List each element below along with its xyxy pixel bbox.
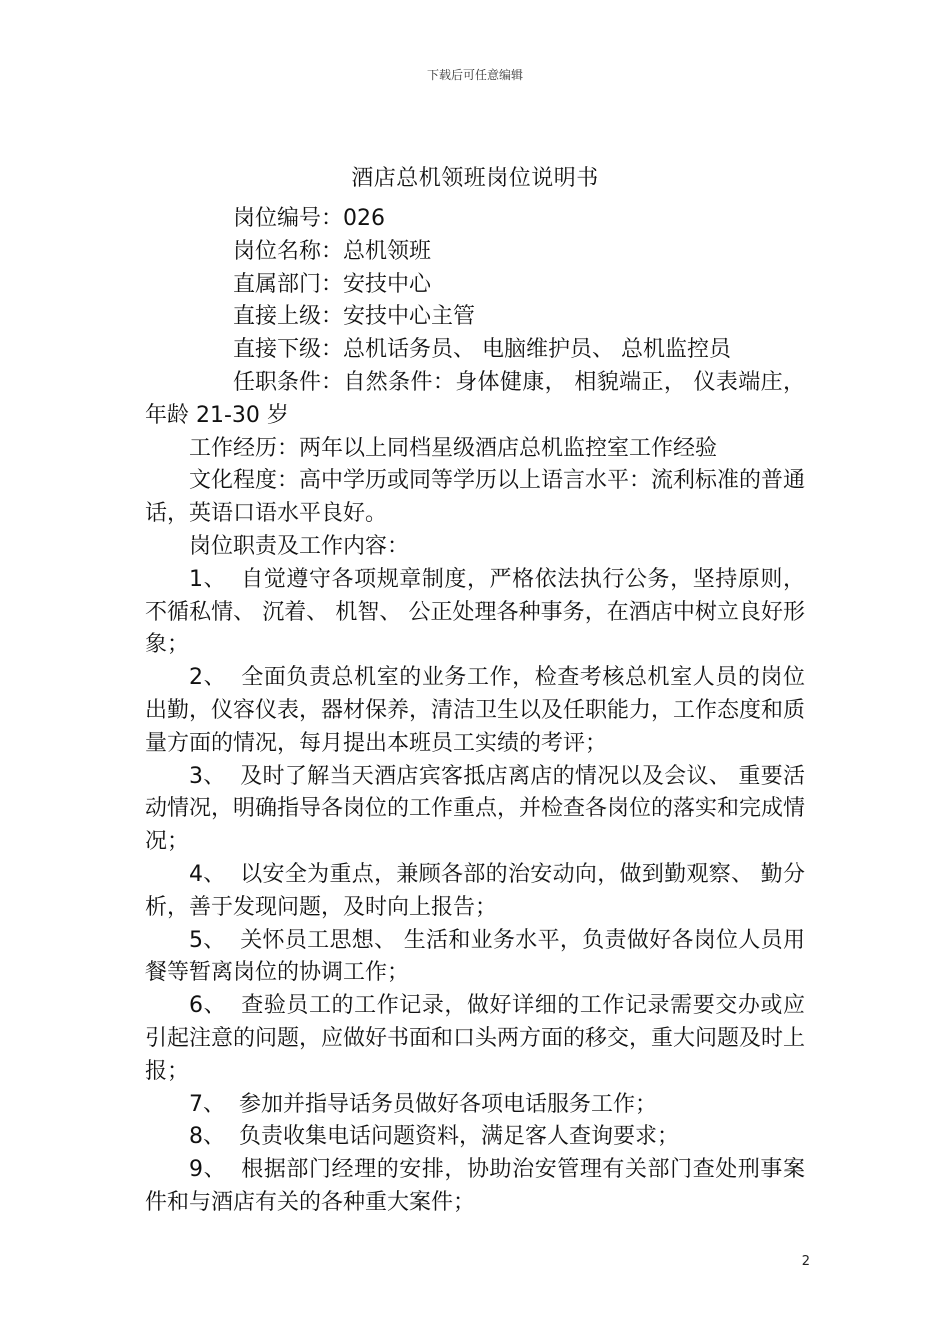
- field-value: 026: [343, 206, 386, 231]
- duty-item: 7、 参加并指导话务员做好各项电话服务工作；: [189, 1091, 657, 1117]
- duty-item: 4、 以安全为重点，兼顾各部的治安动向，做到勤观察、 勤分析，善于发现问题，及时向上报告；: [145, 861, 805, 920]
- field-value: 总机话务员、 电脑维护员、 总机监控员: [343, 337, 732, 363]
- document-title: 酒店总机领班岗位说明书: [351, 166, 599, 191]
- field-label: 岗位名称：: [233, 238, 344, 264]
- field-value: 自然条件：身体健康， 相貌端正， 仪表端庄， 年龄 21-30 岁: [145, 369, 812, 428]
- duty-item: 3、 及时了解当天酒店宾客抵店离店的情况以及会议、 重要活动情况，明确指导各岗位的工作重点，并检查各岗位的落实和完成情况；: [145, 763, 806, 855]
- field-value: 安技中心: [343, 271, 432, 297]
- field-label: 直接上级：: [233, 304, 344, 330]
- duties-heading: 岗位职责及工作内容：: [189, 533, 410, 559]
- field-label: 岗位编号：: [233, 206, 344, 231]
- document-body: [145, 203, 812, 1220]
- field-job-number: [145, 203, 805, 236]
- field-direct-superior: [145, 301, 805, 334]
- duty-item: 9、 根据部门经理的安排，协助治安管理有关部门查处刑事案件和与酒店有关的各种重大案件；: [145, 1157, 805, 1215]
- duty-item: 5、 关怀员工思想、 生活和业务水平，负责做好各岗位人员用餐等暂离岗位的协调工作；: [145, 927, 805, 986]
- field-direct-subordinates: [145, 334, 805, 367]
- header-note: 下载后可任意编辑: [426, 68, 523, 82]
- page-number: 2: [801, 1254, 810, 1269]
- duty-item: 2、 全面负责总机室的业务工作，检查考核总机室人员的岗位出勤，仪容仪表，器材保养，清洁卫生以及任职能力，工作态度和质量方面的情况，每月提出本班员工实绩的考评；: [145, 665, 806, 756]
- duty-item: 8、 负责收集电话问题资料，满足客人查询要求；: [189, 1124, 679, 1150]
- field-label: 任职条件：: [233, 369, 344, 395]
- field-label: 直接下级：: [233, 337, 344, 363]
- field-label: 直属部门：: [233, 271, 344, 297]
- duty-item: 6、 查验员工的工作记录，做好详细的工作记录需要交办或应引起注意的问题，应做好书面和口头两方面的移交，重大问题及时上报；: [145, 993, 806, 1084]
- work-experience: 工作经历：两年以上同档星级酒店总机监控室工作经验: [189, 435, 718, 461]
- education-level: 文化程度：高中学历或同等学历以上语言水平：流利标准的普通话，英语口语水平良好。: [145, 468, 806, 527]
- duty-item: 1、 自觉遵守各项规章制度，严格依法执行公务，坚持原则，不循私情、 沉着、 机智、 公正处理各种事务，在酒店中树立良好形象；: [145, 566, 805, 658]
- field-department: [145, 269, 805, 302]
- field-value: 安技中心主管: [343, 304, 476, 330]
- field-value: 总机领班: [343, 238, 432, 264]
- field-job-title: [145, 236, 805, 269]
- field-requirements: [145, 367, 812, 433]
